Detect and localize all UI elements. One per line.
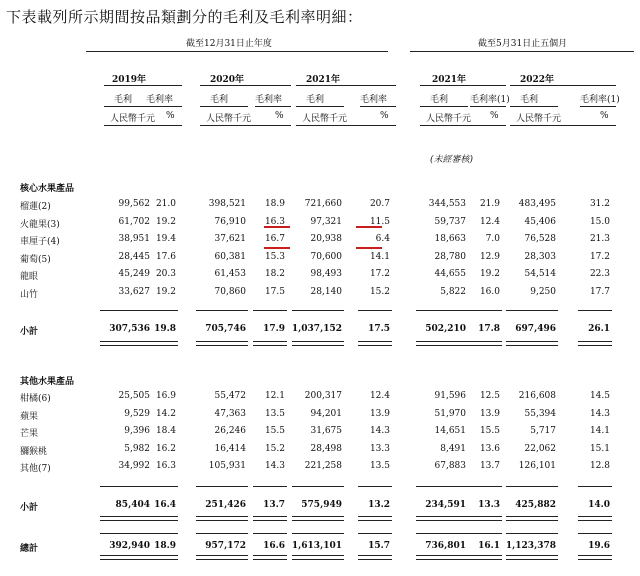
header-margin: 毛利率(1) — [470, 95, 510, 105]
header-unit-pct: % — [490, 111, 499, 121]
table-cell: 19.2 — [479, 269, 500, 280]
table-cell: 19.2 — [155, 287, 176, 297]
highlight-mark-3 — [356, 226, 382, 228]
table-cell: 12.1 — [264, 391, 285, 401]
table-cell: 85,404 — [115, 500, 150, 510]
table-cell: 21.9 — [479, 199, 500, 209]
table-cell: 22.3 — [589, 269, 610, 280]
table-cell: 15.5 — [479, 426, 500, 437]
header-gross-profit: 毛利 — [114, 95, 133, 105]
table-cell: 28,498 — [310, 443, 342, 454]
table-cell: 47,363 — [214, 408, 246, 419]
table-cell: 17.7 — [589, 287, 610, 297]
table-cell: 216,608 — [518, 391, 556, 401]
table-cell: 251,426 — [205, 500, 246, 510]
table-cell: 13.9 — [479, 408, 500, 419]
table-cell: 7.0 — [485, 234, 500, 245]
table-cell: 13.6 — [479, 443, 500, 454]
row-label: 柑橘(6) — [20, 394, 51, 404]
header-margin: 毛利率 — [360, 95, 388, 105]
table-cell: 1,613,101 — [291, 541, 342, 551]
table-cell: 28,140 — [310, 287, 342, 297]
table-cell: 67,883 — [434, 461, 466, 472]
table-cell: 16.9 — [155, 391, 176, 401]
table-cell: 17.8 — [478, 324, 500, 334]
table-cell: 9,396 — [124, 426, 150, 437]
table-cell: 19.8 — [154, 324, 176, 334]
section-core-title: 核心水果產品 — [20, 184, 75, 194]
table-cell: 28,445 — [118, 251, 150, 262]
table-cell: 14.3 — [264, 461, 285, 472]
header-unit-pct: % — [600, 111, 609, 121]
table-cell: 21.0 — [155, 199, 176, 209]
table-cell: 12.4 — [479, 216, 500, 227]
header-gross-profit: 毛利 — [210, 95, 229, 105]
table-cell: 14,651 — [434, 426, 466, 437]
table-cell: 21.3 — [589, 234, 610, 245]
table-cell: 34,992 — [118, 461, 150, 472]
table-cell: 14.1 — [369, 251, 390, 262]
table-cell: 20.7 — [369, 199, 390, 209]
row-label: 蘋果 — [20, 411, 39, 422]
table-cell: 105,931 — [208, 461, 246, 472]
header-unit-pct: % — [166, 111, 175, 121]
table-cell: 13.7 — [479, 461, 500, 472]
table-cell: 16.1 — [478, 541, 500, 551]
row-label: 獼猴桃 — [20, 446, 48, 457]
header-year: 2019年 — [112, 75, 147, 85]
row-label: 總計 — [20, 544, 39, 554]
table-cell: 99,562 — [118, 199, 150, 209]
table-cell: 70,600 — [310, 251, 342, 262]
table-cell: 425,882 — [515, 500, 556, 510]
header-unit-rmb: 人民幣千元 — [516, 114, 562, 124]
table-cell: 18.2 — [264, 269, 285, 280]
table-cell: 705,746 — [205, 324, 246, 334]
unaudited-note: (未經審核) — [430, 155, 474, 165]
table-cell: 16.2 — [155, 443, 176, 454]
header-margin: 毛利率 — [146, 95, 174, 105]
table-cell: 20,938 — [310, 234, 342, 245]
table-cell: 18.4 — [155, 426, 176, 437]
table-cell: 721,660 — [304, 199, 342, 209]
header-group-5m: 截至5月31日止五個月 — [478, 39, 568, 49]
table-cell: 70,860 — [214, 287, 246, 297]
row-label: 其他(7) — [20, 464, 51, 475]
table-cell: 16.7 — [264, 234, 285, 245]
table-cell: 13.7 — [263, 500, 285, 510]
row-label: 小計 — [20, 503, 39, 513]
table-cell: 392,940 — [109, 541, 150, 551]
table-cell: 61,702 — [118, 216, 150, 227]
table-cell: 33,627 — [118, 287, 150, 297]
table-cell: 9,529 — [124, 408, 150, 419]
table-cell: 398,521 — [208, 199, 246, 209]
table-cell: 957,172 — [205, 541, 246, 551]
table-cell: 16,414 — [214, 443, 246, 454]
table-cell: 234,591 — [425, 500, 466, 510]
table-cell: 54,514 — [524, 269, 556, 280]
table-cell: 55,394 — [524, 408, 556, 419]
table-cell: 26.1 — [588, 324, 610, 334]
table-cell: 16.4 — [154, 500, 176, 510]
table-cell: 502,210 — [425, 324, 466, 334]
section-other-title: 其他水果產品 — [20, 377, 75, 387]
table-cell: 16.3 — [155, 461, 176, 472]
table-cell: 14.0 — [588, 500, 610, 510]
table-cell: 13.3 — [478, 500, 500, 510]
table-cell: 28,303 — [524, 251, 556, 262]
table-cell: 14.2 — [155, 408, 176, 419]
table-cell: 19.6 — [588, 541, 610, 551]
highlight-mark-2 — [264, 247, 290, 249]
table-cell: 17.5 — [368, 324, 390, 334]
table-cell: 97,321 — [310, 216, 342, 227]
table-cell: 91,596 — [434, 391, 466, 401]
table-cell: 9,250 — [530, 287, 556, 297]
table-cell: 38,951 — [118, 234, 150, 245]
table-cell: 26,246 — [214, 426, 246, 437]
table-cell: 13.3 — [369, 443, 390, 454]
table-cell: 6.4 — [375, 234, 390, 245]
table-cell: 17.6 — [155, 251, 176, 262]
row-label: 山竹 — [20, 290, 39, 300]
row-label: 小計 — [20, 327, 39, 337]
table-cell: 31.2 — [589, 199, 610, 209]
table-cell: 16.0 — [479, 287, 500, 297]
table-cell: 8,491 — [440, 443, 466, 454]
table-cell: 18.9 — [264, 199, 285, 209]
table-cell: 17.2 — [589, 251, 610, 262]
table-cell: 14.3 — [369, 426, 390, 437]
table-cell: 19.2 — [155, 216, 176, 227]
table-cell: 1,123,378 — [505, 541, 556, 551]
table-cell: 17.9 — [263, 324, 285, 334]
table-cell: 11.5 — [369, 216, 390, 227]
table-cell: 17.2 — [369, 269, 390, 280]
table-cell: 25,505 — [118, 391, 150, 401]
table-cell: 98,493 — [310, 269, 342, 280]
table-cell: 55,472 — [214, 391, 246, 401]
table-cell: 45,406 — [524, 216, 556, 227]
table-cell: 76,528 — [524, 234, 556, 245]
table-cell: 13.5 — [369, 461, 390, 472]
table-cell: 1,037,152 — [291, 324, 342, 334]
row-label: 火龍果(3) — [20, 219, 60, 230]
table-cell: 15.0 — [589, 216, 610, 227]
table-cell: 45,249 — [118, 269, 150, 280]
table-cell: 15.1 — [589, 443, 610, 454]
table-cell: 20.3 — [155, 269, 176, 280]
table-cell: 15.7 — [368, 541, 390, 551]
table-cell: 483,495 — [518, 199, 556, 209]
header-unit-rmb: 人民幣千元 — [302, 114, 348, 124]
header-year: 2021年 — [306, 75, 341, 85]
header-gross-profit: 毛利 — [520, 95, 539, 105]
table-cell: 12.9 — [479, 251, 500, 262]
page-title: 下表載列所示期間按品類劃分的毛利及毛利率明細： — [6, 8, 363, 26]
table-cell: 15.2 — [264, 443, 285, 454]
table-cell: 18,663 — [434, 234, 466, 245]
table-cell: 22,062 — [524, 443, 556, 454]
header-group-fy: 截至12月31日止年度 — [186, 39, 272, 49]
table-cell: 307,536 — [109, 324, 150, 334]
row-label: 榴蓮(2) — [20, 202, 51, 212]
header-unit-rmb: 人民幣千元 — [206, 114, 252, 124]
row-label: 龍眼 — [20, 272, 39, 283]
header-year: 2020年 — [210, 75, 245, 85]
table-cell: 17.5 — [264, 287, 285, 297]
row-label: 葡萄(5) — [20, 254, 51, 265]
table-cell: 12.8 — [589, 461, 610, 472]
table-cell: 15.3 — [264, 251, 285, 262]
header-year: 2022年 — [520, 75, 555, 85]
header-margin: 毛利率 — [255, 95, 283, 105]
table-cell: 28,780 — [434, 251, 466, 262]
table-cell: 13.2 — [368, 500, 390, 510]
table-cell: 16.6 — [263, 541, 285, 551]
header-year: 2021年 — [432, 75, 467, 85]
table-cell: 19.4 — [155, 234, 176, 245]
table-cell: 5,822 — [440, 287, 466, 297]
table-cell: 31,675 — [310, 426, 342, 437]
row-label: 車厘子(4) — [20, 237, 60, 248]
header-unit-rmb: 人民幣千元 — [110, 114, 156, 124]
table-cell: 51,970 — [434, 408, 466, 419]
header-margin: 毛利率(1) — [580, 95, 620, 105]
table-cell: 12.4 — [369, 391, 390, 401]
table-cell: 37,621 — [214, 234, 246, 245]
table-cell: 14.5 — [589, 391, 610, 401]
table-cell: 12.5 — [479, 391, 500, 401]
table-cell: 60,381 — [214, 251, 246, 262]
table-cell: 126,101 — [518, 461, 556, 472]
table-cell: 16.3 — [264, 216, 285, 227]
table-cell: 15.5 — [264, 426, 285, 437]
table-cell: 344,553 — [428, 199, 466, 209]
header-gross-profit: 毛利 — [430, 95, 449, 105]
table-cell: 5,982 — [124, 443, 150, 454]
header-unit-pct: % — [275, 111, 284, 121]
table-cell: 736,801 — [425, 541, 466, 551]
table-cell: 13.9 — [369, 408, 390, 419]
table-cell: 76,910 — [214, 216, 246, 227]
table-cell: 61,453 — [214, 269, 246, 280]
highlight-mark-1 — [264, 226, 290, 228]
table-cell: 5,717 — [530, 426, 556, 437]
table-cell: 44,655 — [434, 269, 466, 280]
table-cell: 14.3 — [589, 408, 610, 419]
header-unit-rmb: 人民幣千元 — [426, 114, 472, 124]
table-cell: 18.9 — [154, 541, 176, 551]
table-cell: 94,201 — [310, 408, 342, 419]
table-cell: 575,949 — [301, 500, 342, 510]
table-cell: 59,737 — [434, 216, 466, 227]
header-gross-profit: 毛利 — [306, 95, 325, 105]
table-cell: 200,317 — [304, 391, 342, 401]
table-cell: 13.5 — [264, 408, 285, 419]
header-unit-pct: % — [380, 111, 389, 121]
table-cell: 14.1 — [589, 426, 610, 437]
table-cell: 15.2 — [369, 287, 390, 297]
row-label: 芒果 — [20, 429, 39, 440]
table-cell: 221,258 — [304, 461, 342, 472]
table-cell: 697,496 — [515, 324, 556, 334]
highlight-mark-4 — [356, 247, 382, 249]
